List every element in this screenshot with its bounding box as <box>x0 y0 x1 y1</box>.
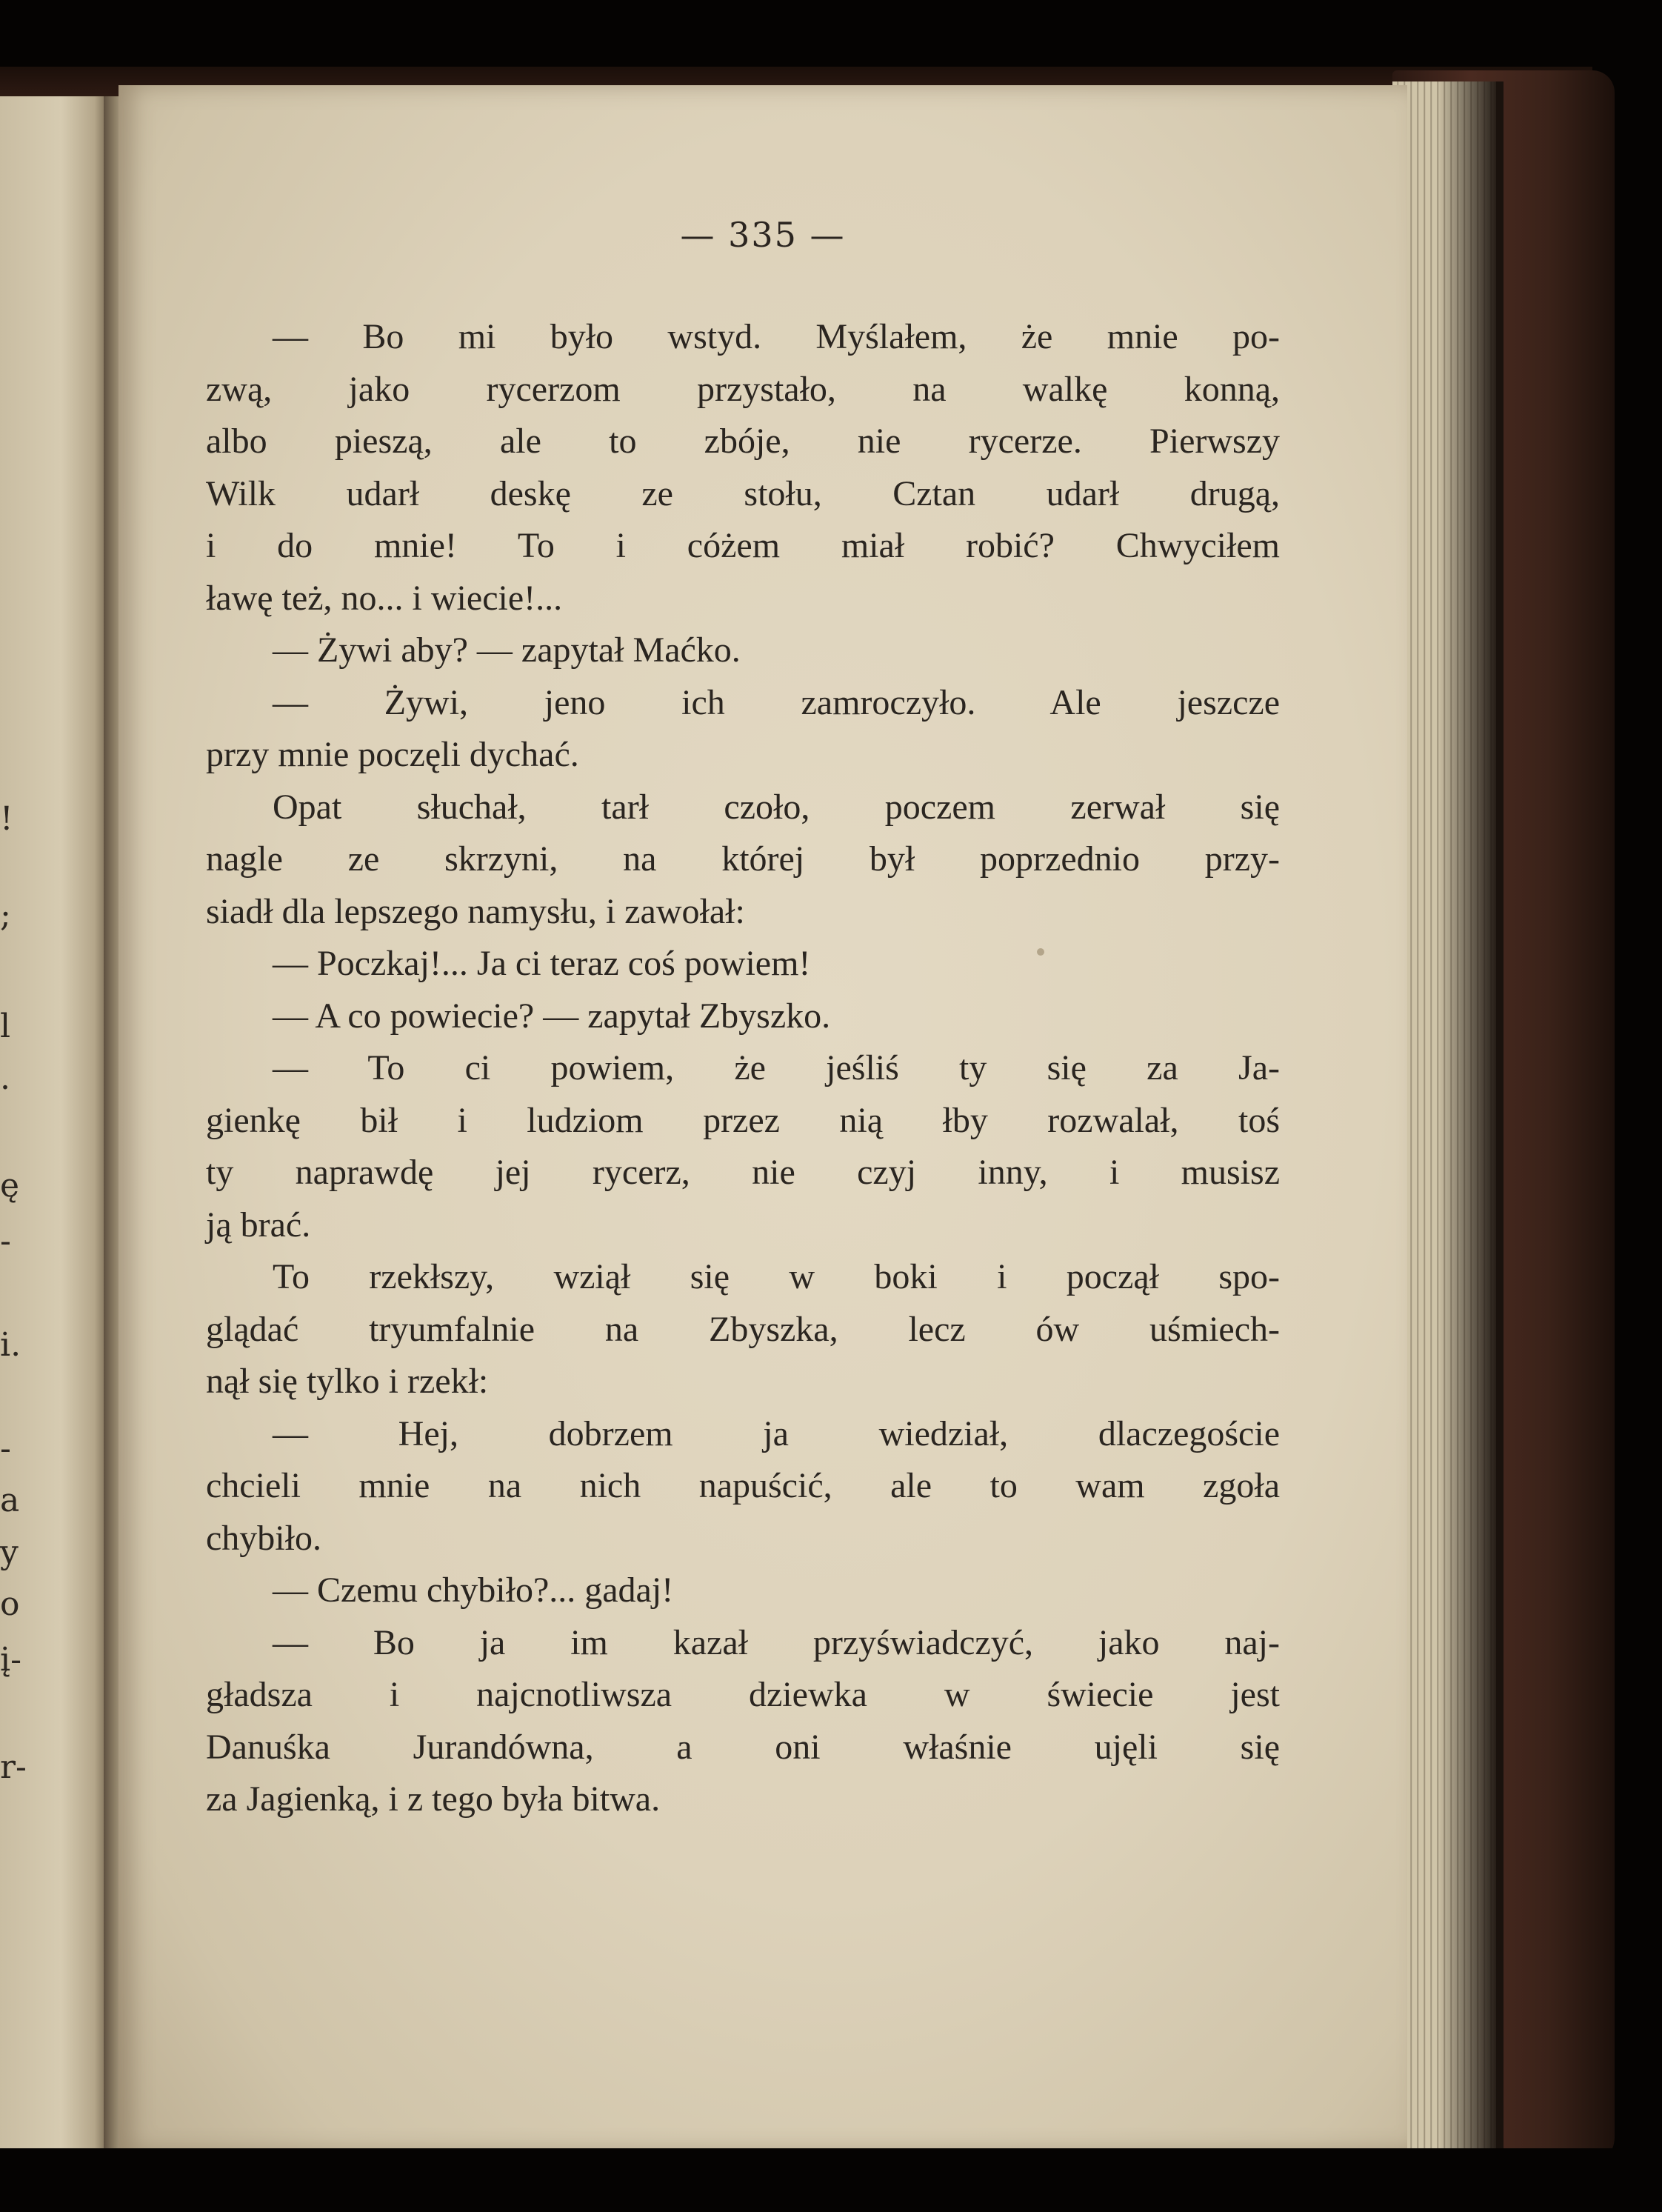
text-line: — A co powiecie? — zapytał Zbyszko. <box>273 996 831 1036</box>
text-line: — Bo mi było wstyd. Myślałem, że mnie po- <box>273 317 1280 356</box>
left-page <box>0 96 111 2156</box>
text-line: glądać tryumfalnie na Zbyszka, lecz ów uśmiech- <box>206 1309 1280 1349</box>
margin-char: - <box>0 1430 11 1468</box>
text-line: chcieli mnie na nich napuścić, ale to wam zgoła <box>206 1466 1280 1505</box>
text-line: gienkę bił i ludziom przez nią łby rozwalał, toś <box>206 1100 1280 1140</box>
text-line: — To ci powiem, że jeśliś ty się za Ja- <box>273 1048 1280 1087</box>
background-shadow <box>0 2148 1662 2212</box>
text-line: za Jagienką, i z tego była bitwa. <box>206 1779 661 1819</box>
text-line: — Żywi, jeno ich zamroczyło. Ale jeszcze <box>273 682 1280 722</box>
text-line: nął się tylko i rzekł: <box>206 1362 489 1401</box>
margin-char: y <box>0 1533 19 1571</box>
text-line: ją brać. <box>206 1205 311 1245</box>
text-line: Danuśka Jurandówna, a oni właśnie ujęli się <box>206 1727 1280 1767</box>
text-line: ławę też, no... i wiecie!... <box>206 578 563 618</box>
text-line: — Żywi aby? — zapytał Maćko. <box>273 630 741 670</box>
margin-char: . <box>0 1059 10 1097</box>
text-line: i do mnie! To i cóżem miał robić? Chwyciłem <box>206 526 1280 565</box>
margin-char: l <box>0 1007 11 1045</box>
text-line: chybiło. <box>206 1518 321 1558</box>
page-edges <box>1392 81 1504 2148</box>
left-page-margin-text <box>0 96 27 2156</box>
margin-char: r- <box>0 1748 27 1786</box>
text-line: przy mnie poczęli dychać. <box>206 735 579 774</box>
text-line: zwą, jako rycerzom przystało, na walkę konną, <box>206 369 1280 409</box>
text-line: siadł dla lepszego namysłu, i zawołał: <box>206 891 745 931</box>
text-line: albo pieszą, ale to zbóje, nie rycerze. Pierwszy <box>206 422 1280 461</box>
text-line: gładsza i najcnotliwsza dziewka w świecie jest <box>206 1675 1280 1714</box>
text-line: nagle ze skrzyni, na której był poprzednio przy- <box>206 839 1280 879</box>
margin-char: ; <box>0 896 11 934</box>
text-line: — Bo ja im kazał przyświadczyć, jako naj- <box>273 1622 1280 1662</box>
margin-char: o <box>0 1585 20 1623</box>
margin-char: i. <box>0 1326 21 1364</box>
text-line: Wilk udarł deskę ze stołu, Cztan udarł drugą, <box>206 473 1280 513</box>
right-page <box>119 85 1407 2152</box>
paper-speck <box>1037 948 1044 956</box>
margin-char: ! <box>0 800 13 838</box>
text-line: Opat słuchał, tarł czoło, poczem zerwał się <box>273 787 1280 827</box>
text-line: — Czemu chybiło?... gadaj! <box>273 1570 674 1610</box>
text-line: — Poczkaj!... Ja ci teraz coś powiem! <box>273 944 811 983</box>
page-text <box>206 311 1280 1826</box>
margin-char: - <box>0 1222 11 1260</box>
margin-char: ę <box>0 1167 20 1205</box>
text-line: ty naprawdę jej rycerz, nie czyj inny, i musisz <box>206 1153 1280 1192</box>
text-line: To rzekłszy, wziął się w boki i począł spo- <box>273 1257 1280 1296</box>
margin-char: į- <box>0 1641 21 1679</box>
text-line: — Hej, dobrzem ja wiedział, dlaczegoście <box>273 1413 1280 1453</box>
margin-char: a <box>0 1482 20 1519</box>
page-number: — 335 — <box>680 215 846 255</box>
